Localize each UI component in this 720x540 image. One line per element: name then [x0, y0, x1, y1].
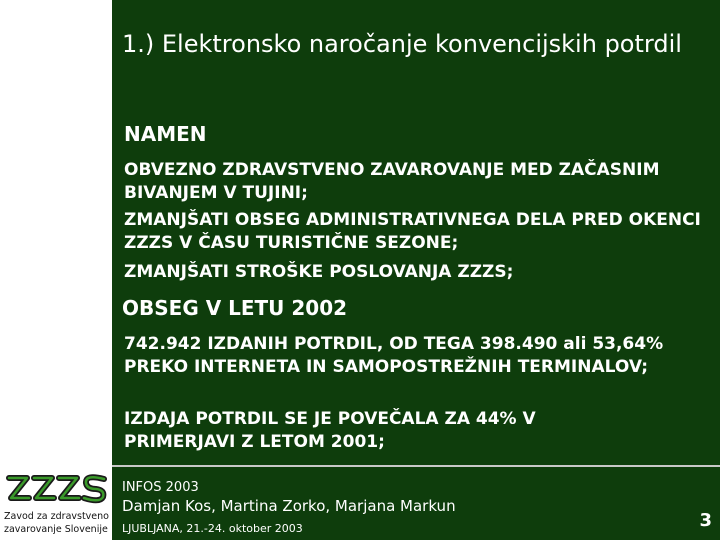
zzzs-logo-icon [5, 470, 109, 506]
bullet-dot [84, 336, 93, 345]
bullet-dot [84, 156, 93, 165]
slide-title: 1.) Elektronsko naročanje konvencijskih potrdil [122, 30, 682, 58]
list-item: OBVEZNO ZDRAVSTVENO ZAVAROVANJE MED ZAČASNIM BIVANJEM V TUJINI; [124, 160, 660, 203]
bullet-dot [84, 264, 93, 273]
section-heading-namen: NAMEN [124, 122, 207, 146]
list-item: IZDAJA POTRDIL SE JE POVEČALA ZA 44% V PRIMERJAVI Z LETOM 2001; [124, 409, 536, 452]
list-item: ZMANJŠATI STROŠKE POSLOVANJA ZZZS; [124, 262, 514, 282]
section-heading-obseg: OBSEG V LETU 2002 [122, 296, 348, 320]
logo-caption-line2: zavarovanje Slovenije [4, 524, 108, 535]
footer-authors: Damjan Kos, Martina Zorko, Marjana Markun [122, 497, 456, 515]
bullet-dot [84, 211, 93, 220]
footer-divider [112, 465, 720, 467]
footer-place-date: LJUBLJANA, 21.-24. oktober 2003 [122, 522, 303, 535]
footer-event: INFOS 2003 [122, 480, 199, 495]
page-number: 3 [699, 510, 712, 531]
list-item: 742.942 IZDANIH POTRDIL, OD TEGA 398.490 ali 53,64% PREKO INTERNETA IN SAMOPOSTREŽNIH TERMINALOV; [124, 334, 664, 377]
bullet-dot [84, 407, 93, 416]
logo-caption-line1: Zavod za zdravstveno [4, 511, 109, 522]
left-panel [0, 0, 112, 540]
list-item: ZMANJŠATI OBSEG ADMINISTRATIVNEGA DELA PRED OKENCI ZZZS V ČASU TURISTIČNE SEZONE; [124, 210, 701, 253]
